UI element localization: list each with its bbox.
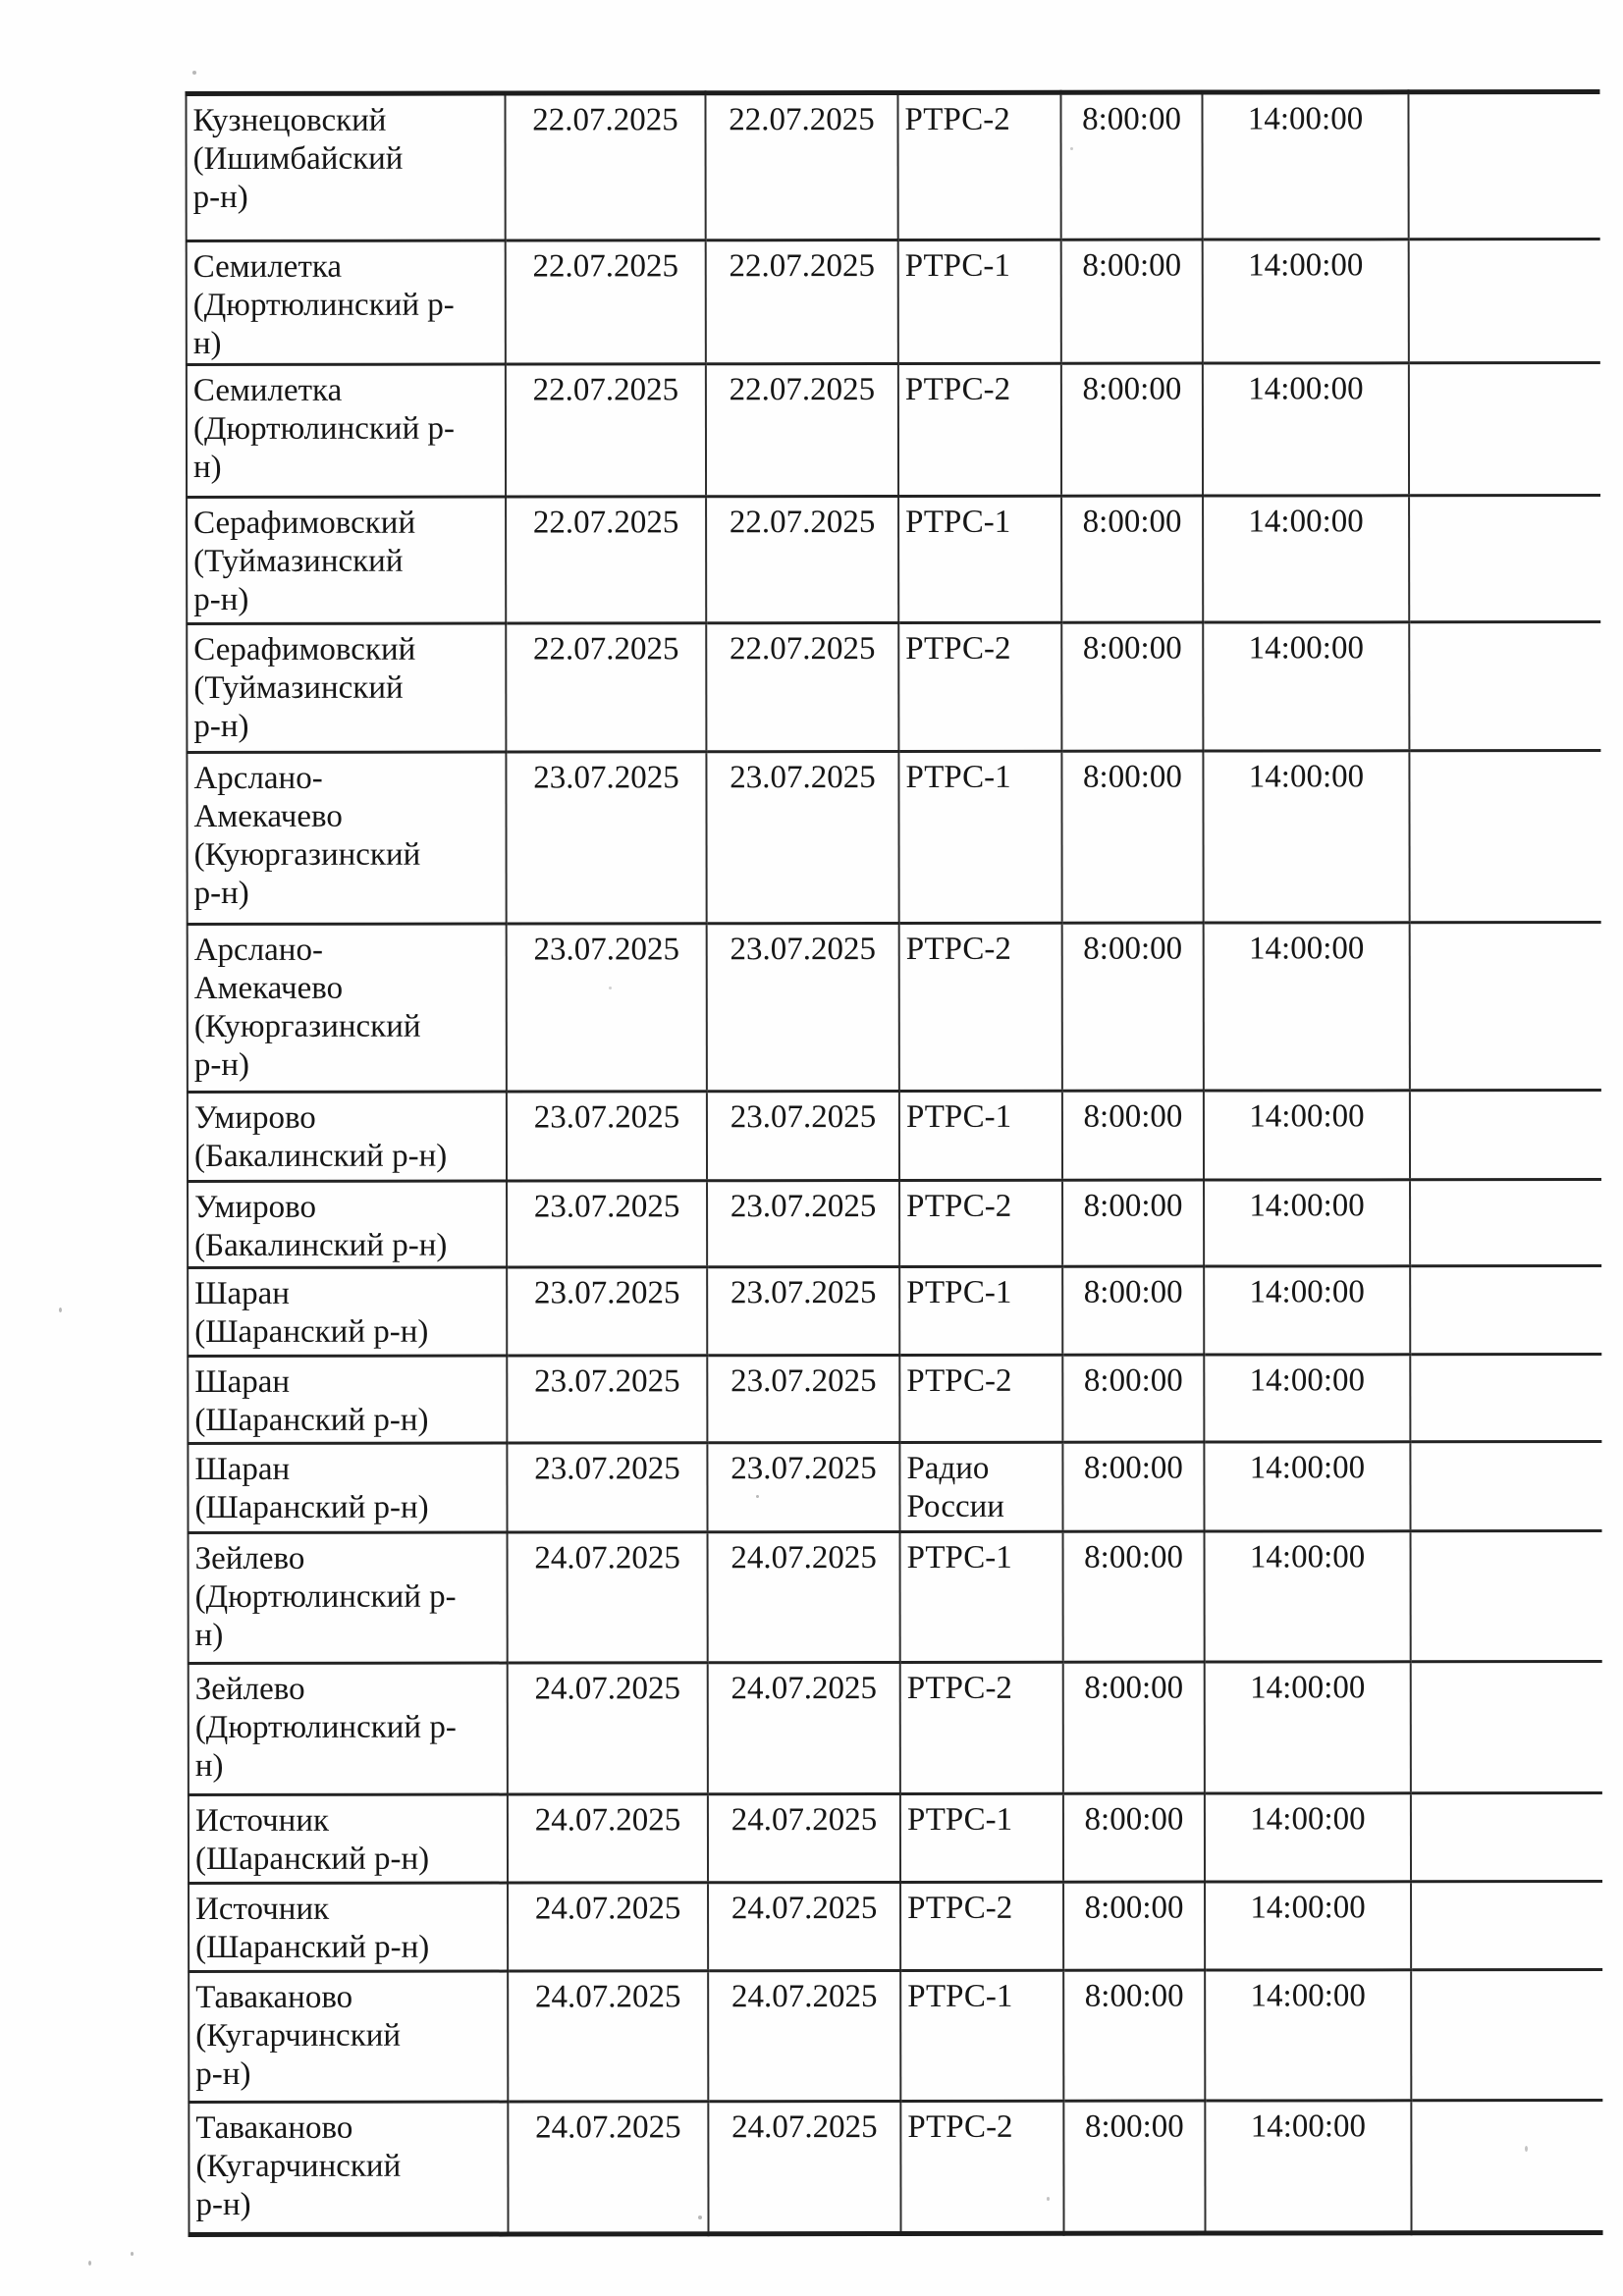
table-row [186, 91, 1599, 240]
time-on-cell: 8:00:00 [1063, 1970, 1205, 2101]
time-off-cell: 14:00:00 [1203, 496, 1409, 622]
date-start-cell: 23.07.2025 [507, 924, 707, 1092]
channel-cell: РТРС-1 [898, 240, 1061, 363]
note-cell [1410, 1179, 1601, 1265]
channel-cell: РТРС-1 [900, 1531, 1063, 1662]
note-cell [1410, 1090, 1601, 1179]
date-end-cell: 23.07.2025 [707, 1091, 899, 1180]
time-on-cell: 8:00:00 [1061, 496, 1203, 622]
time-on-cell: 8:00:00 [1062, 1442, 1204, 1531]
date-end-cell: 22.07.2025 [706, 496, 898, 622]
date-end-cell: 23.07.2025 [707, 1180, 899, 1266]
date-start-cell: 23.07.2025 [507, 1092, 707, 1181]
time-on-cell: 8:00:00 [1063, 2101, 1205, 2233]
note-cell [1410, 1354, 1601, 1441]
date-start-cell: 22.07.2025 [506, 364, 706, 497]
table-row [189, 1661, 1602, 1794]
date-end-cell: 24.07.2025 [708, 1882, 900, 1970]
time-on-cell: 8:00:00 [1063, 1882, 1205, 1970]
settlement-cell: Таваканово (Кугарчинский р-н) [189, 1971, 508, 2102]
time-on-cell: 8:00:00 [1062, 1180, 1204, 1266]
table-row [189, 1969, 1602, 2102]
note-cell [1411, 1881, 1602, 1969]
date-end-cell: 22.07.2025 [706, 363, 898, 496]
settlement-cell: Шаран (Шаранский р-н) [188, 1267, 507, 1356]
note-cell [1409, 495, 1600, 621]
schedule-table-body [186, 91, 1602, 2234]
channel-cell: РТРС-2 [900, 1882, 1063, 1970]
time-on-cell: 8:00:00 [1062, 1266, 1204, 1355]
channel-cell: РТРС-2 [897, 92, 1060, 240]
table-row [188, 922, 1601, 1092]
settlement-cell: Шаран (Шаранский р-н) [188, 1356, 507, 1443]
note-cell [1410, 1441, 1601, 1530]
time-on-cell: 8:00:00 [1063, 1793, 1205, 1882]
date-start-cell: 23.07.2025 [507, 1181, 707, 1267]
table-row [187, 750, 1600, 924]
date-end-cell: 24.07.2025 [708, 2101, 900, 2233]
channel-cell: РТРС-1 [900, 1793, 1063, 1882]
note-cell [1411, 1792, 1602, 1881]
table-row [188, 1179, 1601, 1267]
time-off-cell: 14:00:00 [1205, 2101, 1411, 2233]
table-row [188, 1441, 1601, 1532]
date-start-cell: 24.07.2025 [508, 1971, 708, 2102]
time-on-cell: 8:00:00 [1063, 1531, 1205, 1662]
channel-cell: РТРС-2 [898, 363, 1061, 496]
time-off-cell: 14:00:00 [1204, 923, 1410, 1091]
settlement-cell: Шаран (Шаранский р-н) [188, 1443, 507, 1532]
date-end-cell: 22.07.2025 [706, 240, 898, 363]
note-cell [1411, 1530, 1602, 1661]
table-row [189, 2100, 1602, 2234]
table-row [189, 1530, 1602, 1663]
time-off-cell: 14:00:00 [1205, 1882, 1411, 1970]
settlement-cell: Арслано- Амекачево (Куюргазинский р-н) [188, 924, 507, 1092]
time-off-cell: 14:00:00 [1205, 1793, 1411, 1882]
channel-cell: РТРС-2 [900, 1662, 1063, 1793]
channel-cell: РТРС-2 [899, 1355, 1062, 1442]
time-off-cell: 14:00:00 [1204, 1355, 1410, 1442]
date-start-cell: 24.07.2025 [508, 1663, 708, 1794]
note-cell [1410, 922, 1601, 1090]
settlement-cell: Семилетка (Дюртюлинский р- н) [187, 240, 506, 364]
settlement-cell: Источник (Шаранский р-н) [189, 1794, 508, 1883]
time-off-cell: 14:00:00 [1203, 363, 1409, 496]
note-cell [1409, 750, 1600, 922]
scan-speck [192, 71, 196, 75]
table-row [187, 495, 1600, 623]
date-end-cell: 23.07.2025 [707, 1266, 899, 1355]
time-off-cell: 14:00:00 [1205, 1662, 1411, 1793]
settlement-cell: Арслано- Амекачево (Куюргазинский р-н) [187, 752, 506, 924]
time-off-cell: 14:00:00 [1202, 92, 1408, 240]
channel-cell: РТРС-2 [900, 2101, 1063, 2233]
table-row [189, 1881, 1602, 1971]
note-cell [1411, 1661, 1602, 1792]
date-start-cell: 22.07.2025 [505, 93, 705, 240]
table-row [187, 362, 1600, 497]
table-row [189, 1792, 1602, 1883]
time-on-cell: 8:00:00 [1061, 240, 1203, 363]
channel-cell: РТРС-2 [899, 923, 1062, 1091]
channel-cell: РТРС-1 [899, 1266, 1062, 1355]
date-start-cell: 22.07.2025 [506, 623, 706, 752]
date-end-cell: 23.07.2025 [707, 1355, 899, 1442]
settlement-cell: Кузнецовский (Ишимбайский р-н) [186, 93, 505, 240]
time-off-cell: 14:00:00 [1204, 1180, 1410, 1266]
date-end-cell: 24.07.2025 [708, 1970, 900, 2101]
channel-cell: РТРС-1 [898, 751, 1061, 923]
time-on-cell: 8:00:00 [1060, 92, 1202, 240]
scan-speck [88, 2261, 91, 2266]
date-start-cell: 24.07.2025 [508, 1794, 708, 1883]
settlement-cell: Семилетка (Дюртюлинский р- н) [187, 364, 506, 497]
time-on-cell: 8:00:00 [1062, 1091, 1204, 1180]
date-start-cell: 24.07.2025 [508, 2102, 708, 2234]
channel-cell: РТРС-2 [899, 1180, 1062, 1266]
time-on-cell: 8:00:00 [1061, 751, 1203, 923]
table-row [188, 1090, 1601, 1181]
settlement-cell: Умирово (Бакалинский р-н) [188, 1181, 507, 1267]
time-off-cell: 14:00:00 [1205, 1970, 1411, 2101]
settlement-cell: Зейлево (Дюртюлинский р- н) [189, 1663, 508, 1794]
time-off-cell: 14:00:00 [1203, 751, 1409, 923]
date-end-cell: 23.07.2025 [707, 1442, 899, 1531]
settlement-cell: Серафимовский (Туймазинский р-н) [187, 623, 506, 752]
date-start-cell: 23.07.2025 [507, 1356, 707, 1443]
date-end-cell: 24.07.2025 [708, 1793, 900, 1882]
scan-speck [131, 2252, 134, 2256]
note-cell [1409, 621, 1600, 750]
date-start-cell: 24.07.2025 [508, 1883, 708, 1971]
date-start-cell: 22.07.2025 [506, 497, 706, 623]
scan-speck [59, 1308, 62, 1312]
channel-cell: РТРС-1 [899, 1091, 1062, 1180]
time-on-cell: 8:00:00 [1063, 1662, 1205, 1793]
channel-cell: РТРС-2 [898, 622, 1061, 751]
time-off-cell: 14:00:00 [1205, 1531, 1411, 1662]
note-cell [1411, 2100, 1602, 2232]
note-cell [1411, 1969, 1602, 2100]
time-off-cell: 14:00:00 [1204, 1266, 1410, 1355]
date-start-cell: 23.07.2025 [507, 1267, 707, 1356]
time-on-cell: 8:00:00 [1061, 622, 1203, 751]
channel-cell: Радио России [899, 1442, 1062, 1531]
date-end-cell: 23.07.2025 [707, 923, 899, 1091]
date-start-cell: 23.07.2025 [507, 1443, 707, 1532]
date-end-cell: 24.07.2025 [708, 1531, 900, 1662]
note-cell [1410, 1265, 1601, 1354]
time-on-cell: 8:00:00 [1062, 1355, 1204, 1442]
note-cell [1409, 362, 1600, 495]
date-end-cell: 22.07.2025 [705, 92, 897, 240]
note-cell [1408, 91, 1599, 239]
date-start-cell: 24.07.2025 [508, 1532, 708, 1663]
note-cell [1409, 239, 1600, 362]
settlement-cell: Таваканово (Кугарчинский р-н) [189, 2102, 508, 2234]
time-on-cell: 8:00:00 [1061, 363, 1203, 496]
channel-cell: РТРС-1 [900, 1970, 1063, 2101]
settlement-cell: Серафимовский (Туймазинский р-н) [187, 497, 506, 623]
settlement-cell: Зейлево (Дюртюлинский р- н) [189, 1532, 508, 1663]
time-off-cell: 14:00:00 [1203, 240, 1409, 363]
table-row [188, 1265, 1601, 1356]
date-start-cell: 23.07.2025 [506, 752, 706, 924]
date-end-cell: 22.07.2025 [706, 622, 898, 751]
table-row [187, 239, 1600, 364]
settlement-cell: Умирово (Бакалинский р-н) [188, 1092, 507, 1181]
time-off-cell: 14:00:00 [1203, 622, 1409, 751]
channel-cell: РТРС-1 [898, 496, 1061, 622]
date-end-cell: 23.07.2025 [706, 751, 898, 923]
settlement-cell: Источник (Шаранский р-н) [189, 1883, 508, 1971]
table-row [187, 621, 1600, 752]
date-start-cell: 22.07.2025 [506, 240, 706, 364]
broadcast-schedule-table [185, 89, 1602, 2237]
time-on-cell: 8:00:00 [1062, 923, 1204, 1091]
time-off-cell: 14:00:00 [1204, 1442, 1410, 1531]
date-end-cell: 24.07.2025 [708, 1662, 900, 1793]
time-off-cell: 14:00:00 [1204, 1091, 1410, 1180]
table-row [188, 1354, 1601, 1443]
